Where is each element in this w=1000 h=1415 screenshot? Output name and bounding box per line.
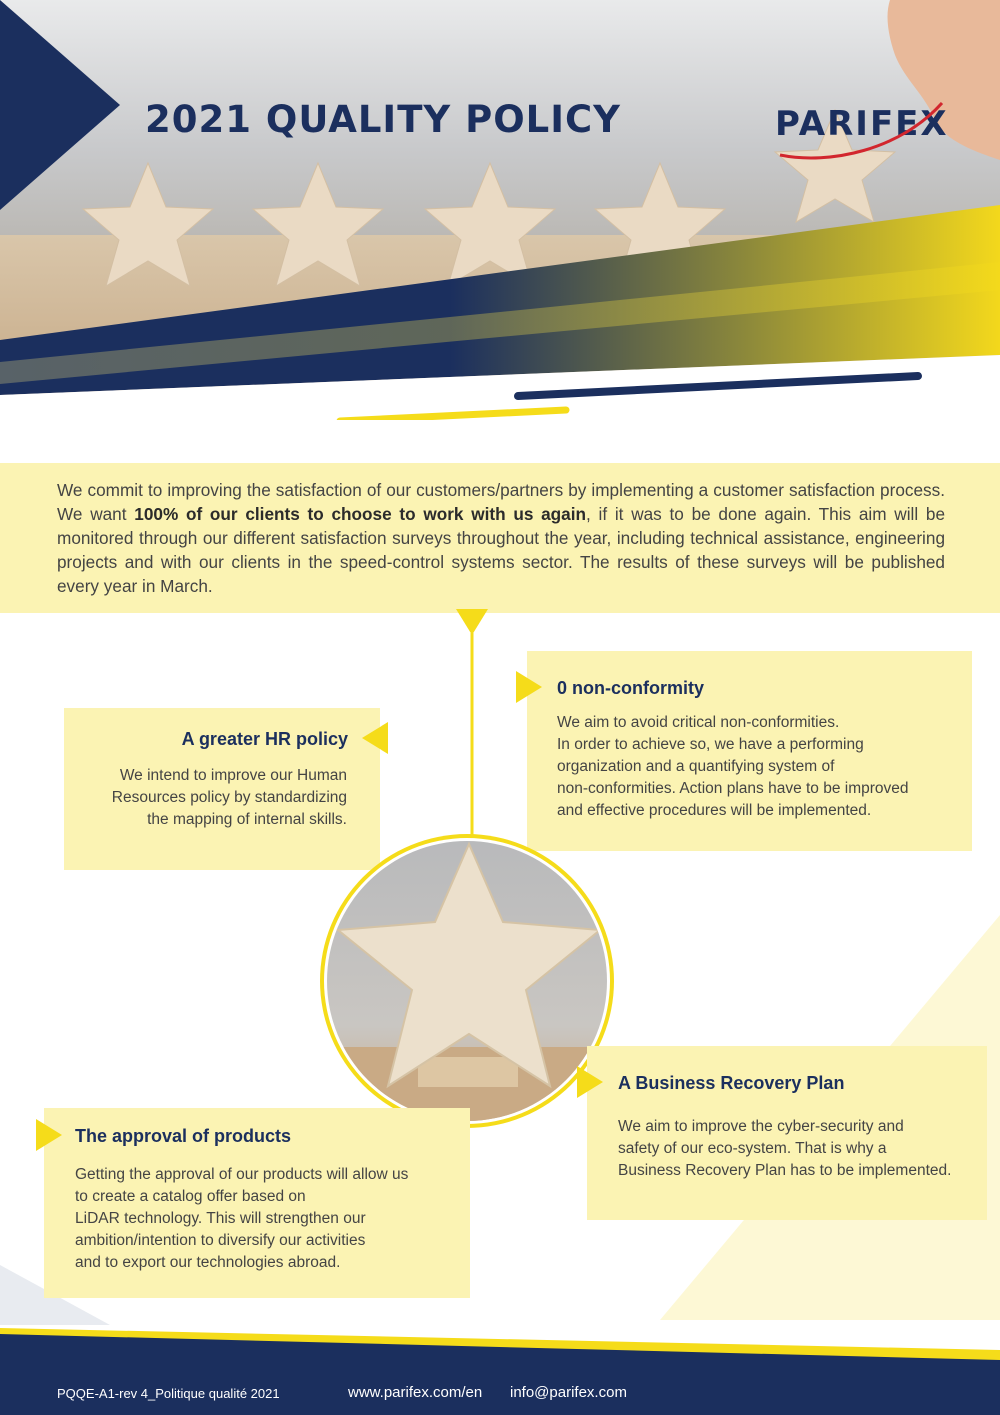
footer-website-link[interactable]: www.parifex.com/en [348,1384,483,1401]
approval-box [44,1108,470,1298]
nonconformity-line: In order to achieve so, we have a performing [557,736,864,753]
star-photo [318,832,616,1130]
intro-paragraph: We commit to improving the satisfaction of our customers/partners by implementing a customer satisfaction process. We want 100% of our clients to choose to work with us again, if it was to be done again. This aim will be monitored through our different satisfaction surveys throughout the year, including technical assistance, engineering projects and with our clients in the speed-control systems sector. The results of these surveys will be published every year in March. [57,480,946,596]
nonconformity-arrow-icon [516,671,542,703]
hr-policy-title: A greater HR policy [181,729,348,749]
nonconformity-line: and effective procedures will be implemented. [557,802,872,819]
logo-swoosh-icon [770,95,950,165]
hr-policy-line: Resources policy by standardizing [111,789,347,806]
approval-line: ambition/intention to diversify our activities [75,1232,366,1249]
nonconformity-line: We aim to avoid critical non-conformities. [557,714,840,731]
recovery-arrow-icon [577,1066,603,1098]
recovery-line: We aim to improve the cyber-security and [618,1118,904,1135]
recovery-line: Business Recovery Plan has to be implemented. [618,1162,952,1179]
nonconformity-title: 0 non-conformity [557,678,704,698]
nonconformity-line: non-conformities. Action plans have to be improved [557,780,909,797]
recovery-line: safety of our eco-system. That is why a [618,1140,887,1157]
page-title: 2021 QUALITY POLICY [145,98,621,141]
parifex-logo: PARIFEX [775,104,949,144]
hr-arrow-icon [362,722,388,754]
hr-policy-line: We intend to improve our Human [119,767,347,784]
approval-arrow-icon [36,1119,62,1151]
hero-banner [0,0,1000,420]
connector-line [450,605,494,865]
intro-highlight: 100% of our clients to choose to work with us again [134,504,587,524]
hr-policy-line: the mapping of internal skills. [147,811,347,828]
approval-title: The approval of products [75,1126,292,1146]
footer-email-link[interactable]: info@parifex.com [510,1384,627,1401]
footer-doc-ref: PQQE-A1-rev 4_Politique qualité 2021 [57,1386,280,1401]
recovery-box [587,1046,987,1220]
approval-line: Getting the approval of our products will allow us [75,1166,409,1183]
approval-line: LiDAR technology. This will strengthen our [75,1210,366,1227]
approval-line: and to export our technologies abroad. [75,1254,341,1271]
nonconformity-line: organization and a quantifying system of [557,758,835,775]
nonconformity-box [527,651,972,851]
approval-line: to create a catalog offer based on [75,1188,306,1205]
recovery-title: A Business Recovery Plan [618,1073,845,1093]
